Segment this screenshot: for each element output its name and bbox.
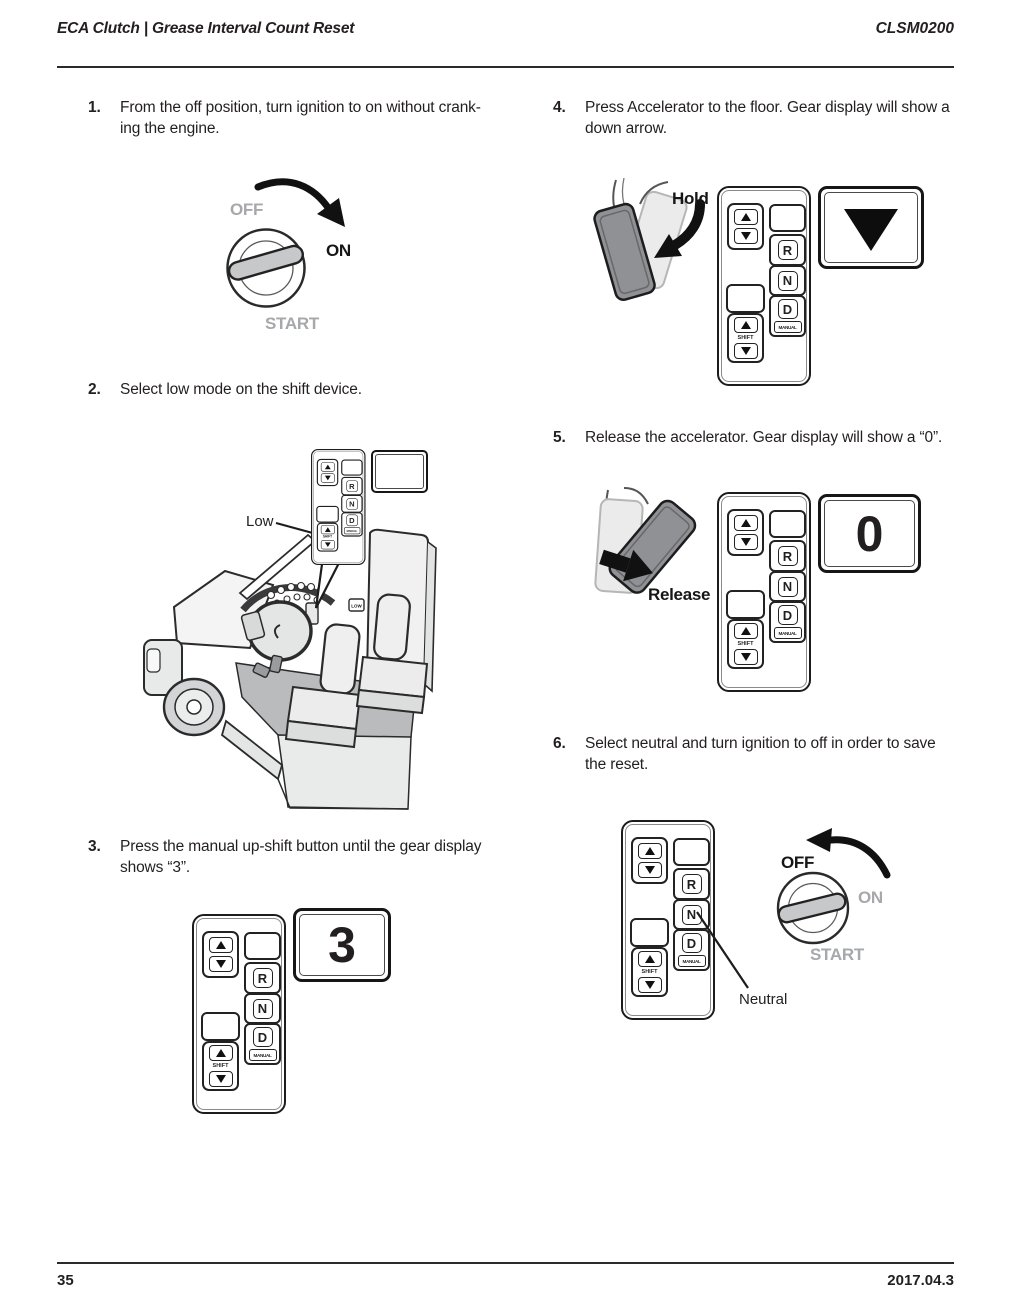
step-item-6 bbox=[553, 733, 983, 775]
hold-callout-label: Hold bbox=[672, 189, 709, 208]
drive-manual-button bbox=[769, 295, 806, 337]
updown-button-group bbox=[202, 931, 239, 978]
shift-down-button bbox=[321, 540, 335, 549]
shift-pad-figure-4 bbox=[717, 186, 811, 386]
up-arrow-icon bbox=[325, 464, 331, 469]
shift-button-group bbox=[631, 947, 668, 997]
shift-button-group bbox=[727, 313, 764, 363]
shift-label: SHIFT bbox=[322, 535, 333, 539]
shift-up-button bbox=[321, 525, 335, 534]
seat-back bbox=[373, 594, 410, 661]
footer-revision: 2017.04.3 bbox=[887, 1272, 954, 1289]
manual-button-label: MANUAL bbox=[774, 321, 802, 333]
manual-button-label: MANUAL bbox=[678, 955, 706, 967]
step-item-1 bbox=[88, 97, 518, 139]
gear-display-value bbox=[821, 189, 921, 266]
down-arrow-button bbox=[209, 956, 233, 972]
blank-button bbox=[244, 932, 281, 960]
gear-display-3 bbox=[293, 908, 391, 982]
step-text-line: Press Accelerator to the floor. Gear display will show a bbox=[585, 99, 950, 116]
up-arrow-icon bbox=[216, 1049, 226, 1057]
updown-button-group bbox=[631, 837, 668, 884]
blank-button bbox=[726, 284, 765, 313]
neutral-button bbox=[769, 265, 806, 296]
footer-divider bbox=[57, 1262, 954, 1264]
shift-button-group bbox=[202, 1041, 239, 1091]
blank-button bbox=[673, 838, 710, 866]
header-title: ECA Clutch | Grease Interval Count Reset bbox=[57, 20, 355, 37]
neutral-button bbox=[341, 495, 362, 513]
up-arrow-icon bbox=[741, 519, 751, 527]
up-arrow-button bbox=[321, 462, 335, 471]
svg-text:LOW: LOW bbox=[351, 603, 362, 609]
drive-button-label: D bbox=[253, 1027, 273, 1047]
step-number: 1. bbox=[88, 99, 101, 116]
down-arrow-icon bbox=[741, 232, 751, 240]
up-arrow-button bbox=[734, 515, 758, 531]
shift-down-button bbox=[734, 343, 758, 359]
shift-pad-figure-5 bbox=[717, 492, 811, 692]
shift-down-button bbox=[209, 1071, 233, 1087]
drive-manual-button bbox=[769, 601, 806, 643]
reverse-button bbox=[244, 962, 281, 994]
down-arrow-icon bbox=[216, 960, 226, 968]
turn-arrow-icon bbox=[258, 182, 329, 209]
up-arrow-icon bbox=[741, 321, 751, 329]
shift-label: SHIFT bbox=[641, 969, 658, 975]
neutral-button bbox=[769, 571, 806, 602]
step-text-line: down arrow. bbox=[585, 120, 667, 137]
step-text bbox=[585, 97, 950, 139]
down-arrow-button bbox=[321, 474, 335, 483]
blank-button bbox=[630, 918, 669, 947]
shift-up-button bbox=[734, 623, 758, 639]
down-arrow-icon bbox=[741, 653, 751, 661]
shift-pad bbox=[192, 914, 286, 1114]
gear-display-empty bbox=[371, 450, 428, 493]
reverse-button bbox=[673, 868, 710, 900]
shift-label: SHIFT bbox=[737, 641, 754, 647]
manual-button-label: MANUAL bbox=[344, 527, 360, 534]
up-arrow-icon bbox=[741, 627, 751, 635]
neutral-button-label: N bbox=[778, 577, 798, 597]
turn-arrow-head bbox=[806, 828, 832, 852]
step-text bbox=[120, 836, 481, 878]
up-arrow-icon bbox=[741, 213, 751, 221]
step-text-line: From the off position, turn ignition to on without crank- bbox=[120, 99, 481, 116]
step-number: 4. bbox=[553, 99, 566, 116]
reverse-button-label: R bbox=[778, 546, 798, 566]
reverse-button bbox=[769, 540, 806, 572]
shift-pad bbox=[717, 492, 811, 692]
step-text bbox=[120, 379, 362, 400]
down-arrow-icon bbox=[844, 209, 898, 251]
step-item-3 bbox=[88, 836, 518, 878]
updown-button-group bbox=[727, 509, 764, 556]
up-arrow-button bbox=[209, 937, 233, 953]
neutral-button-label: N bbox=[682, 905, 702, 925]
shift-button-group bbox=[727, 619, 764, 669]
drive-manual-button bbox=[341, 512, 362, 536]
step-item-2 bbox=[88, 379, 518, 400]
down-arrow-icon bbox=[325, 542, 331, 547]
step-text-line: shows “3”. bbox=[120, 859, 190, 876]
up-arrow-icon bbox=[645, 847, 655, 855]
neutral-button-label: N bbox=[253, 999, 273, 1019]
reverse-button-label: R bbox=[778, 240, 798, 260]
down-arrow-button bbox=[638, 862, 662, 878]
down-arrow-icon bbox=[325, 476, 331, 481]
drive-button-label: D bbox=[346, 515, 358, 527]
down-arrow-button bbox=[734, 228, 758, 244]
low-callout-label: Low bbox=[246, 513, 274, 530]
gear-display-0 bbox=[818, 494, 921, 573]
shift-label: SHIFT bbox=[737, 335, 754, 341]
drive-button-label: D bbox=[778, 299, 798, 319]
step-text bbox=[585, 427, 942, 448]
up-arrow-icon bbox=[645, 955, 655, 963]
updown-button-group bbox=[727, 203, 764, 250]
shift-up-button bbox=[734, 317, 758, 333]
header-doc-code: CLSM0200 bbox=[875, 20, 954, 37]
reverse-button-label: R bbox=[346, 480, 358, 492]
drive-manual-button bbox=[244, 1023, 281, 1065]
down-arrow-icon bbox=[741, 347, 751, 355]
step-number: 5. bbox=[553, 429, 566, 446]
shift-button-group bbox=[317, 523, 338, 552]
blank-button bbox=[201, 1012, 240, 1041]
reverse-button bbox=[769, 234, 806, 266]
gear-display-down-arrow bbox=[818, 186, 924, 269]
manual-button-label: MANUAL bbox=[249, 1049, 277, 1061]
drive-button-label: D bbox=[778, 605, 798, 625]
up-arrow-button bbox=[734, 209, 758, 225]
seat-back bbox=[320, 623, 361, 694]
release-callout-label: Release bbox=[648, 585, 711, 604]
blank-button bbox=[316, 506, 339, 523]
neutral-callout-label: Neutral bbox=[739, 991, 788, 1008]
shift-down-button bbox=[734, 649, 758, 665]
shift-up-button bbox=[638, 951, 662, 967]
up-arrow-icon bbox=[216, 941, 226, 949]
gear-display-value: 3 bbox=[328, 917, 356, 973]
neutral-button-label: N bbox=[346, 498, 358, 510]
reverse-button-label: R bbox=[682, 874, 702, 894]
ignition-on-label: ON bbox=[858, 888, 883, 907]
step-text-line: the reset. bbox=[585, 756, 649, 773]
updown-button-group bbox=[317, 459, 338, 486]
shift-pad bbox=[717, 186, 811, 386]
shift-up-button bbox=[209, 1045, 233, 1061]
ignition-off-label: OFF bbox=[781, 853, 815, 872]
gear-display-value: 0 bbox=[855, 505, 884, 562]
ignition-start-label: START bbox=[265, 314, 319, 333]
blank-button bbox=[341, 459, 362, 475]
accelerator-released-illustration bbox=[588, 486, 718, 661]
shift-down-button bbox=[638, 977, 662, 993]
down-arrow-icon bbox=[216, 1075, 226, 1083]
ignition-off-label: OFF bbox=[230, 200, 264, 219]
header-divider bbox=[57, 66, 954, 68]
down-arrow-icon bbox=[645, 866, 655, 874]
step-text bbox=[585, 733, 936, 775]
drive-button-label: D bbox=[682, 933, 702, 953]
step-text bbox=[120, 97, 481, 139]
ignition-on-label: ON bbox=[326, 241, 351, 260]
neutral-button bbox=[244, 993, 281, 1024]
turn-arrow-icon bbox=[831, 840, 887, 875]
step-number: 3. bbox=[88, 838, 101, 855]
neutral-callout-line bbox=[690, 905, 760, 995]
down-arrow-icon bbox=[645, 981, 655, 989]
footer-page-number: 35 bbox=[57, 1272, 74, 1289]
step-item-5 bbox=[553, 427, 993, 448]
down-arrow-button bbox=[734, 534, 758, 550]
step-text-line: Press the manual up-shift button until the gear display bbox=[120, 838, 482, 855]
ignition-start-label: START bbox=[810, 945, 864, 964]
blank-button bbox=[726, 590, 765, 619]
step-text-line: Select neutral and turn ignition to off in order to save bbox=[585, 735, 936, 752]
neutral-button-label: N bbox=[778, 271, 798, 291]
manual-button-label: MANUAL bbox=[774, 627, 802, 639]
blank-button bbox=[769, 510, 806, 538]
shift-label: SHIFT bbox=[212, 1063, 229, 1069]
step-text-line: Select low mode on the shift device. bbox=[120, 381, 362, 398]
low-mode-badge bbox=[349, 599, 364, 611]
blank-button bbox=[769, 204, 806, 232]
step-item-4 bbox=[553, 97, 983, 139]
up-arrow-icon bbox=[325, 527, 331, 532]
reverse-button-label: R bbox=[253, 968, 273, 988]
up-arrow-button bbox=[638, 843, 662, 859]
shift-pad bbox=[311, 449, 366, 565]
reverse-button bbox=[341, 477, 362, 496]
step-text-line: ing the engine. bbox=[120, 120, 220, 137]
step-number: 6. bbox=[553, 735, 566, 752]
shift-pad-figure-2 bbox=[311, 449, 366, 565]
step-text-line: Release the accelerator. Gear display will show a “0”. bbox=[585, 429, 943, 446]
step-number: 2. bbox=[88, 381, 101, 398]
shift-pad-figure-3 bbox=[192, 914, 286, 1114]
down-arrow-icon bbox=[741, 538, 751, 546]
